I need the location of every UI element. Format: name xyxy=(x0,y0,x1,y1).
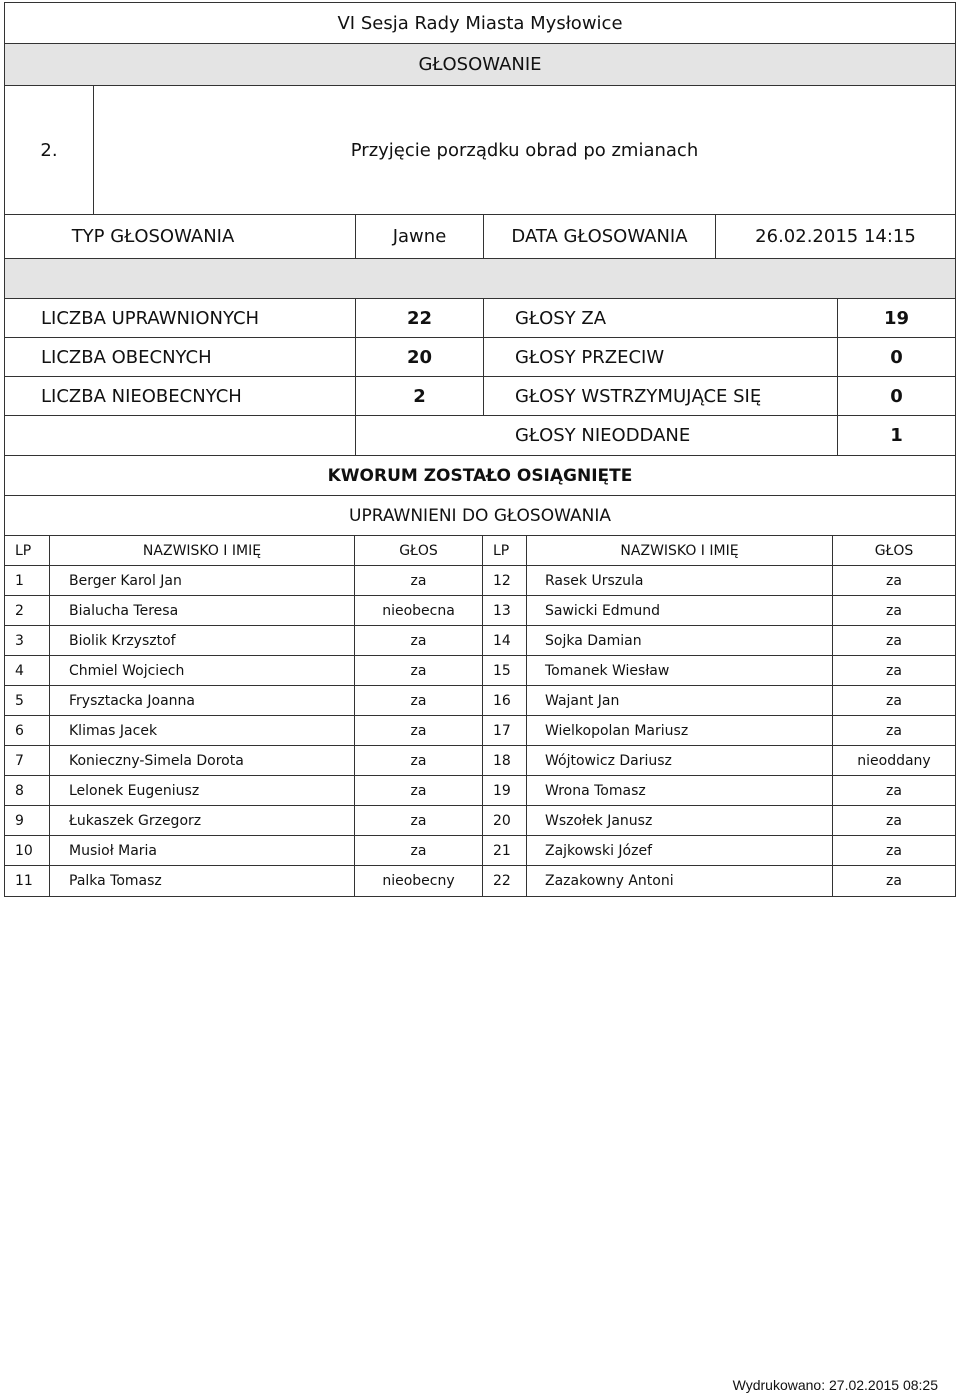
voter-lp: 3 xyxy=(15,632,24,649)
voter-lp: 18 xyxy=(482,746,526,775)
voting-label: GŁOSOWANIE xyxy=(418,54,542,75)
voter-vote: nieoddany xyxy=(832,746,955,775)
voter-name: Biolik Krzysztof xyxy=(49,626,354,655)
header-name-right: NAZWISKO I IMIĘ xyxy=(526,536,832,565)
item-number: 2. xyxy=(40,139,58,161)
voter-vote: nieobecna xyxy=(354,596,482,625)
voters-table-body xyxy=(5,566,955,896)
table-row xyxy=(5,836,955,866)
voting-label-row xyxy=(5,44,955,86)
voter-name: Konieczny-Simela Dorota xyxy=(49,746,354,775)
voter-name: Sawicki Edmund xyxy=(526,596,832,625)
entitled-label: LICZBA UPRAWNIONYCH xyxy=(41,307,260,329)
notcast-value: 1 xyxy=(837,416,955,455)
voter-name: Wójtowicz Dariusz xyxy=(526,746,832,775)
voter-name: Musioł Maria xyxy=(49,836,354,865)
for-label: GŁOSY ZA xyxy=(483,299,837,337)
header-vote-left: GŁOS xyxy=(354,536,482,565)
voter-vote: za xyxy=(832,686,955,715)
voter-name: Bialucha Teresa xyxy=(49,596,354,625)
vote-date-label: DATA GŁOSOWANIA xyxy=(483,215,715,258)
voter-vote: za xyxy=(832,836,955,865)
voter-lp: 20 xyxy=(482,806,526,835)
voter-lp: 11 xyxy=(15,873,33,889)
voter-lp: 8 xyxy=(15,782,24,799)
entitled-header-row xyxy=(5,496,955,536)
table-row xyxy=(5,806,955,836)
voter-name: Klimas Jacek xyxy=(49,716,354,745)
stats-row-1 xyxy=(5,299,955,338)
stats-row-2 xyxy=(5,338,955,377)
voter-lp: 16 xyxy=(482,686,526,715)
voter-name: Wszołek Janusz xyxy=(526,806,832,835)
vote-info-row xyxy=(5,215,955,259)
voter-name: Zajkowski Józef xyxy=(526,836,832,865)
quorum-row xyxy=(5,456,955,496)
voting-report xyxy=(4,2,956,897)
vote-date-value: 26.02.2015 14:15 xyxy=(715,215,955,258)
present-value: 20 xyxy=(355,338,483,376)
voter-vote: za xyxy=(832,776,955,805)
against-value: 0 xyxy=(837,338,955,376)
present-label: LICZBA OBECNYCH xyxy=(41,346,212,368)
voter-lp: 10 xyxy=(15,842,33,859)
table-row xyxy=(5,686,955,716)
voter-name: Łukaszek Grzegorz xyxy=(49,806,354,835)
table-row xyxy=(5,656,955,686)
vote-type-label: TYP GŁOSOWANIA xyxy=(71,226,235,247)
voter-vote: za xyxy=(832,806,955,835)
voter-lp: 19 xyxy=(482,776,526,805)
voter-lp: 7 xyxy=(15,752,24,769)
voter-vote: za xyxy=(832,716,955,745)
voter-vote: za xyxy=(832,626,955,655)
voter-name: Palka Tomasz xyxy=(49,866,354,896)
voter-lp: 6 xyxy=(15,722,24,739)
voter-vote: za xyxy=(354,806,482,835)
table-row xyxy=(5,716,955,746)
voter-name: Chmiel Wojciech xyxy=(49,656,354,685)
table-row xyxy=(5,866,955,896)
voter-name: Rasek Urszula xyxy=(526,566,832,595)
session-title: VI Sesja Rady Miasta Mysłowice xyxy=(337,12,623,34)
stats-row-4 xyxy=(5,416,955,456)
voter-vote: za xyxy=(354,656,482,685)
voter-name: Wajant Jan xyxy=(526,686,832,715)
table-row xyxy=(5,566,955,596)
header-lp-right: LP xyxy=(482,536,526,565)
voter-vote: za xyxy=(832,866,955,896)
voter-name: Zazakowny Antoni xyxy=(526,866,832,896)
voter-lp: 21 xyxy=(482,836,526,865)
voter-vote: za xyxy=(354,776,482,805)
voter-vote: za xyxy=(832,596,955,625)
voter-vote: za xyxy=(354,836,482,865)
voter-lp: 9 xyxy=(15,812,24,829)
entitled-value: 22 xyxy=(355,299,483,337)
notcast-label: GŁOSY NIEODDANE xyxy=(355,416,837,455)
table-row xyxy=(5,776,955,806)
voter-vote: za xyxy=(354,566,482,595)
table-row xyxy=(5,626,955,656)
voter-vote: za xyxy=(832,566,955,595)
voter-name: Tomanek Wiesław xyxy=(526,656,832,685)
spacer-row xyxy=(5,259,955,299)
voter-lp: 14 xyxy=(482,626,526,655)
voter-lp: 15 xyxy=(482,656,526,685)
item-row xyxy=(5,86,955,215)
voter-name: Wrona Tomasz xyxy=(526,776,832,805)
voter-name: Wielkopolan Mariusz xyxy=(526,716,832,745)
voter-lp: 5 xyxy=(15,692,24,709)
voter-lp: 22 xyxy=(482,866,526,896)
voter-vote: za xyxy=(354,686,482,715)
voter-vote: za xyxy=(354,626,482,655)
voter-lp: 17 xyxy=(482,716,526,745)
voter-lp: 2 xyxy=(15,602,24,619)
quorum-text: KWORUM ZOSTAŁO OSIĄGNIĘTE xyxy=(327,465,633,486)
against-label: GŁOSY PRZECIW xyxy=(483,338,837,376)
voter-name: Frysztacka Joanna xyxy=(49,686,354,715)
voter-name: Lelonek Eugeniusz xyxy=(49,776,354,805)
absent-value: 2 xyxy=(355,377,483,415)
table-header-row xyxy=(5,536,955,566)
vote-type-value: Jawne xyxy=(355,215,483,258)
entitled-header: UPRAWNIENI DO GŁOSOWANIA xyxy=(349,505,611,526)
voter-lp: 13 xyxy=(482,596,526,625)
abstain-label: GŁOSY WSTRZYMUJĄCE SIĘ xyxy=(483,377,837,415)
absent-label: LICZBA NIEOBECNYCH xyxy=(41,385,242,407)
voter-lp: 4 xyxy=(15,662,24,679)
table-row xyxy=(5,596,955,626)
voter-name: Sojka Damian xyxy=(526,626,832,655)
table-row xyxy=(5,746,955,776)
stats-row-3 xyxy=(5,377,955,416)
session-title-row xyxy=(5,3,955,44)
abstain-value: 0 xyxy=(837,377,955,415)
voter-vote: za xyxy=(354,746,482,775)
header-vote-right: GŁOS xyxy=(832,536,955,565)
print-timestamp: Wydrukowano: 27.02.2015 08:25 xyxy=(732,1377,938,1393)
header-name-left: NAZWISKO I IMIĘ xyxy=(49,536,354,565)
voter-vote: nieobecny xyxy=(354,866,482,896)
voter-vote: za xyxy=(832,656,955,685)
voter-name: Berger Karol Jan xyxy=(49,566,354,595)
voter-lp: 12 xyxy=(482,566,526,595)
for-value: 19 xyxy=(837,299,955,337)
item-title: Przyjęcie porządku obrad po zmianach xyxy=(93,86,955,214)
voter-vote: za xyxy=(354,716,482,745)
header-lp-left: LP xyxy=(15,542,32,559)
voter-lp: 1 xyxy=(15,572,24,589)
